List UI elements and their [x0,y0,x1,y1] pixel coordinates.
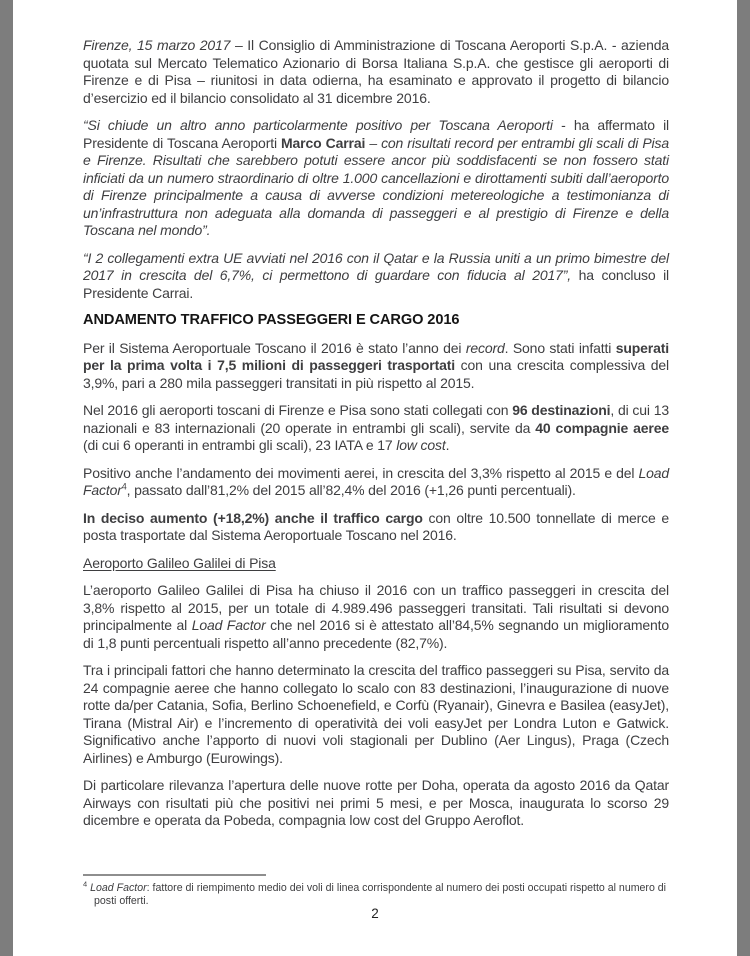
text-segment: con una crescita complessiva del 3,9%, pari a 280 mila passeggeri transitati in più rispetto al 2015. [83,357,669,391]
text-segment: In deciso aumento (+18,2%) anche il traffico cargo [83,509,423,526]
left-gutter [0,0,13,956]
text-segment: , passato dall’81,2% del 2015 all’82,4% del 2016 (+1,26 punti percentuali). [126,482,576,498]
text-segment: Load Factor [83,464,669,498]
text-segment: L’aeroporto Galileo Galilei di Pisa ha chiuso il 2016 con un traffico passeggeri in crescita del 3,8% rispetto al 2015, per un totale di 4.989.496 passeggeri transitati. Tali risultati si devono principalmente al [83,582,669,633]
paragraph-pisa-traffic [83,582,669,652]
paragraph-pisa-routes [83,777,669,830]
text-segment: Tra i principali fattori che hanno determinato la crescita del traffico passeggeri su Pisa, servito da 24 compagnie aeree che hanno collegato lo scalo con 83 destinazioni, l’inaugurazione di nuove rotte da/per Catania, Sofia, Berlino Schoenefield, e Corfù (Ryanair), Ginevra e Basilea (easyJet), Tirana (Mistral Air) e l’incremento di operatività dei voli easyJet per Londra Luton e Gatwick. Significativo anche l’apporto di nuovi voli stagionali per Dublino (Aer Lingus), Praga (Czech Airlines) e Amburgo (Eurowings). [83,662,669,766]
text-segment: – con risultati record per entrambi gli scali di Pisa e Firenze. Risultati che sarebbero potuti essere ancor più soddisfacenti se non fossero stati inficiati da un numero straordinario di oltre 1.000 cancellazioni e dirottamenti subiti dall’aeroporto di Firenze principalmente a causa di avverse condizioni metereologiche a testimonianza di un’infrastruttura non adeguata alla domanda di passeggeri e al prestigio di Firenze e della Toscana nel mondo”. [83,134,670,238]
paragraph-destinazioni [83,402,669,455]
paragraph-record [83,340,669,393]
text-segment: 40 compagnie aeree [535,419,669,436]
text-segment: con oltre 10.500 tonnellate di merce e posta trasportate dal Sistema Aeroportuale Toscano nel 2016. [83,509,669,543]
paragraph-cargo [83,510,669,545]
text-segment: – Il Consiglio di Amministrazione di Toscana Aeroporti S.p.A. - azienda quotata sul Mercato Telematico Azionario di Borsa Italiana S.p.A. che gestisce gli aeroporti di Firenze e di Pisa – riunitosi in data odierna, ha esaminato e approvato il progetto di bilancio d’esercizio ed il bilancio consolidato al 31 dicembre 2016. [83,37,669,106]
document-body [83,37,669,840]
footnote-text: : fattore di riempimento medio dei voli di linea corrispondente al numero dei posti occupati rispetto al numero di posti offerti. [94,882,667,907]
subheading-pisa: Aeroporto Galileo Galilei di Pisa [83,554,276,571]
text-segment: Positivo anche l’andamento dei movimenti aerei, in crescita del 3,3% rispetto al 2015 e del [83,464,639,481]
text-segment: Firenze, 15 marzo 2017 [83,37,231,53]
text-segment: , di cui 13 nazionali e 83 internazionali (20 operate in entrambi gli scali), servite da [83,402,669,436]
text-segment: record [465,339,505,356]
text-segment: che nel 2016 si è attestato all’84,5% segnando un miglioramento di 1,8 punti percentuali rispetto all’anno precedente (82,7%). [83,617,669,651]
footnote-reference: 4 [121,481,127,492]
text-segment: Per il Sistema Aeroportuale Toscano il 2016 è stato l’anno dei [83,339,466,356]
footnote-separator [83,874,266,876]
footnote-area [83,874,669,908]
text-segment: Nel 2016 gli aeroporti toscani di Firenze e Pisa sono stati collegati con [83,402,513,418]
footnote [83,879,669,908]
text-segment: . Sono stati infatti [504,339,616,356]
text-segment: . [445,437,450,453]
text-segment: - ha affermato il Presidente di Toscana Aeroporti [83,117,669,151]
text-segment: “Si chiude un altro anno particolarmente positivo per Toscana Aeroporti [83,117,553,133]
text-segment: low cost [396,437,446,453]
person-name: Marco Carrai [281,134,366,151]
paragraph-quote-carrai [83,117,669,240]
page-number: 2 [371,906,379,921]
text-segment: Load Factor [191,617,266,633]
right-gutter [737,0,750,956]
text-segment: 96 destinazioni [512,402,611,418]
footnote-marker: 4 [83,879,88,889]
section-heading-traffico: ANDAMENTO TRAFFICO PASSEGGERI E CARGO 2016 [83,312,460,328]
text-segment: Di particolare rilevanza l’apertura delle nuove rotte per Doha, operata da agosto 2016 da Qatar Airways con risultati più che positivi nei primi 5 mesi, e per Mosca, inaugurata lo scorso 29 dicembre e operata da Pobeda, compagnia low cost del Gruppo Aeroflot. [83,777,669,828]
footnote-term: Load Factor [90,882,147,894]
text-segment: “I 2 collegamenti extra UE avviati nel 2016 con il Qatar e la Russia uniti a un primo bimestre del 2017 in crescita del 6,7%, ci permettono di guardare con fiducia al 2017”, [83,249,669,283]
paragraph-quote-2017 [83,250,669,303]
paragraph-movimenti [83,465,669,500]
text-segment: (di cui 6 operanti in entrambi gli scali), 23 IATA e 17 [83,437,397,453]
text-segment: superati per la prima volta i 7,5 milioni di passeggeri trasportati [83,339,669,373]
text-segment: ha concluso il Presidente Carrai. [83,267,670,301]
paragraph-pisa-factors [83,662,669,767]
paragraph-intro [83,37,669,107]
